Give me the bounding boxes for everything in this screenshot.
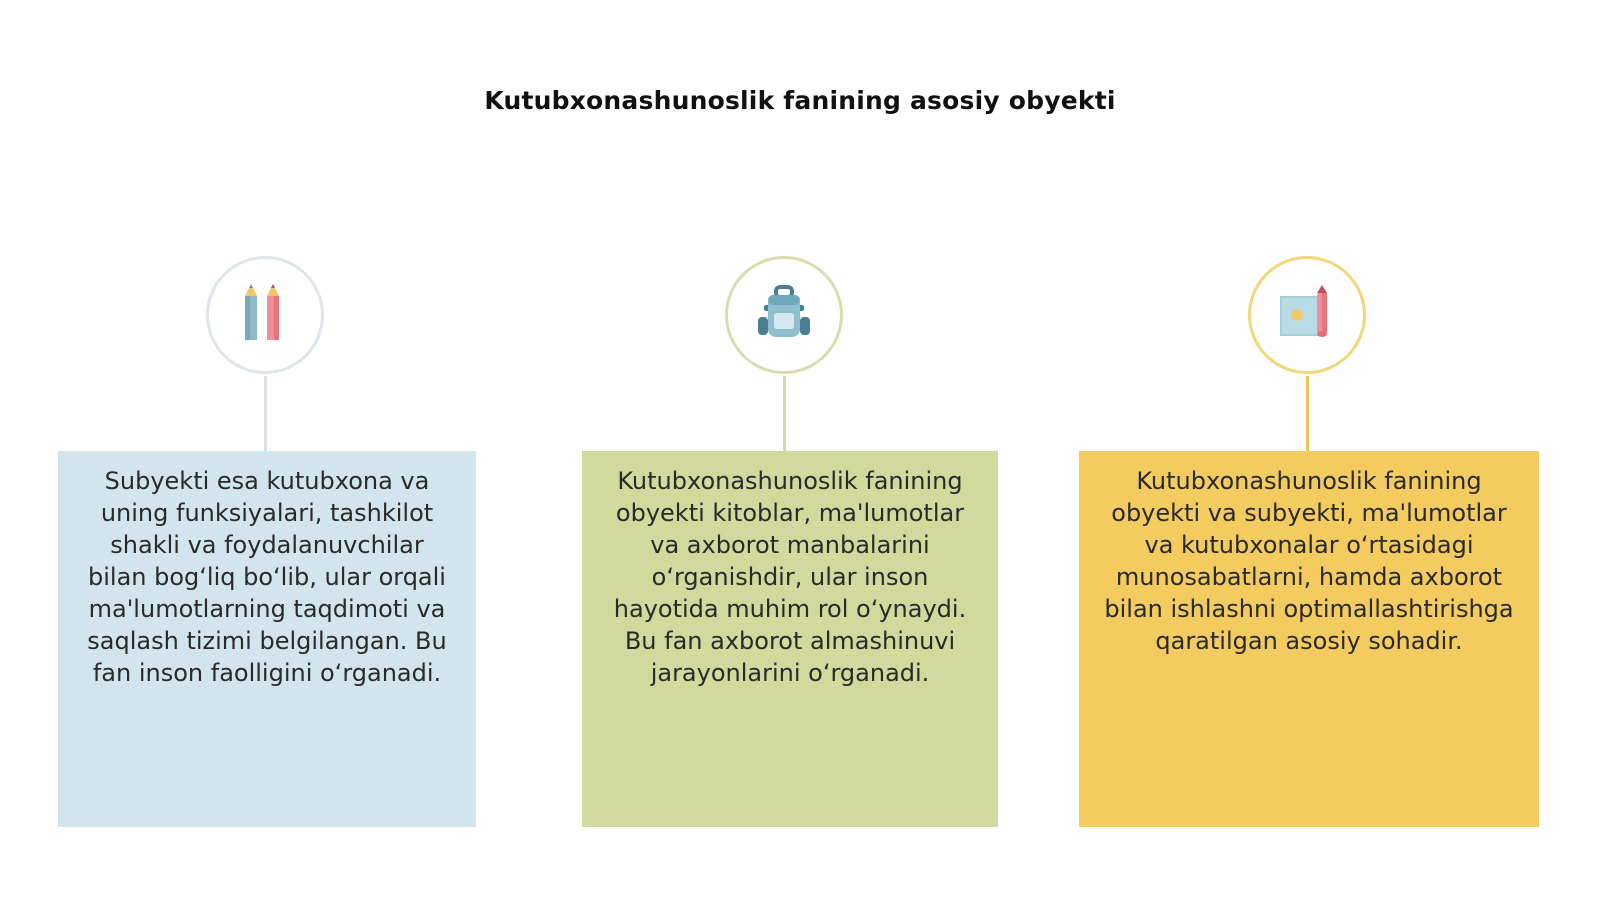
item-card-3-text: Kutubxonashunoslik fanining obyekti va subyekti, ma'lumotlar va kutubxonalar o‘rtasidagi munosabatlarni, hamda axborot bilan ishlashni optimallashtirishga qaratilgan asosiy sohadir. (1104, 467, 1514, 655)
pencils-icon (239, 282, 291, 348)
item-card-2-text: Kutubxonashunoslik fanining obyekti kitoblar, ma'lumotlar va axborot manbalarini o‘rganishdir, ular inson hayotida muhim rol o‘ynaydi. Bu fan axborot almashinuvi jarayonlarini o‘rganadi. (613, 467, 967, 687)
item-card-1-text: Subyekti esa kutubxona va uning funksiyalari, tashkilot shakli va foydalanuvchilar bilan bog‘liq bo‘lib, ular orqali ma'lumotlarning taqdimoti va saqlash tizimi belgilangan. Bu fan inson faolligini o‘rganadi. (87, 467, 447, 687)
connector-line-1 (264, 376, 267, 452)
item-card-2 (582, 451, 998, 827)
icon-ring-1 (206, 256, 324, 374)
icon-ring-3 (1248, 256, 1366, 374)
slide-title: Kutubxonashunoslik fanining asosiy obyekti (484, 86, 1116, 115)
item-card-1 (58, 451, 476, 827)
item-card-3 (1079, 451, 1539, 827)
backpack-icon (754, 283, 814, 347)
icon-ring-2 (725, 256, 843, 374)
connector-line-3 (1306, 376, 1309, 452)
connector-line-2 (783, 376, 786, 452)
drawing-pencil-icon (1277, 283, 1337, 347)
